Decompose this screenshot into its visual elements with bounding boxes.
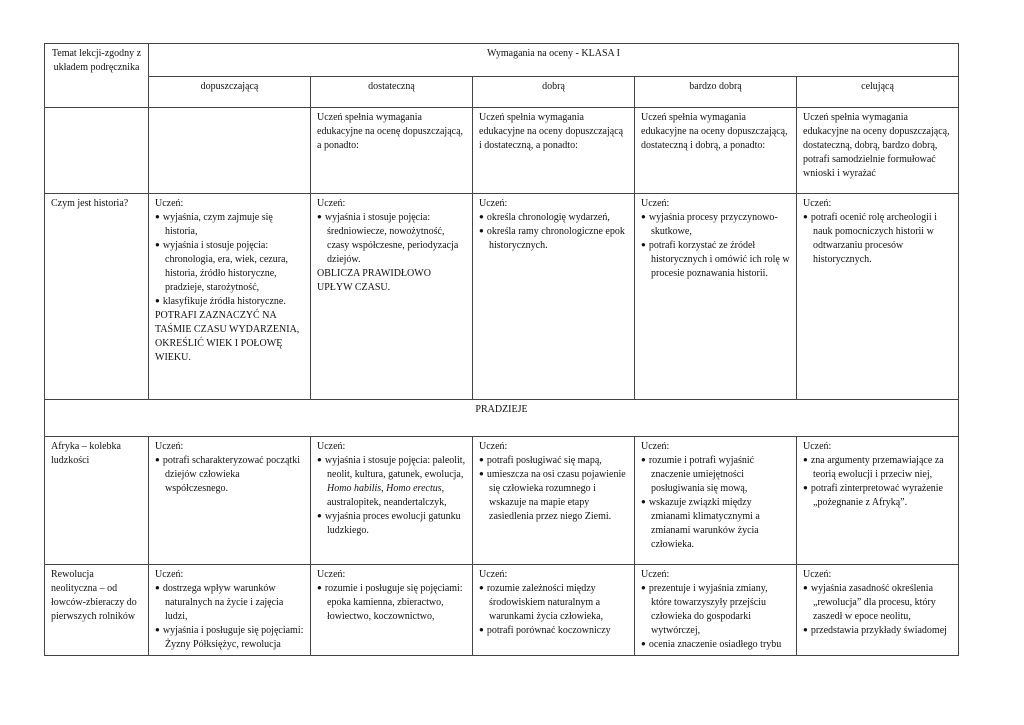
list-item: ● rozumie i potrafi wyjaśnić znaczenie umiejętności posługiwania się mową, (641, 454, 790, 496)
row-topic-neolithic: Rewolucja neolityczna – od łowców-zbieraczy do pierwszych rolników (45, 565, 149, 656)
requirement-list (317, 211, 466, 267)
grades-row (45, 77, 959, 108)
list-item: ● prezentuje i wyjaśnia zmiany, które towarzyszyły przejściu człowieka do gospodarki wytwórczej, (641, 582, 790, 638)
grade-header-celujaca: celującą (797, 77, 959, 108)
list-item: ● przedstawia przykłady świadomej (803, 624, 952, 638)
africa-bardzo-dobra (635, 437, 797, 565)
list-item: ● wyjaśnia, czym zajmuje się historia, (155, 211, 304, 239)
pupil-lead: Uczeń: (803, 569, 832, 580)
table-row (45, 194, 959, 400)
list-item: ● wyjaśnia procesy przyczynowo-skutkowe, (641, 211, 790, 239)
pupil-lead: Uczeń: (641, 441, 670, 452)
requirement-list (641, 211, 790, 281)
pupil-lead: Uczeń: (803, 441, 832, 452)
history-dobra (473, 194, 635, 400)
neolithic-dopuszczajaca (149, 565, 311, 656)
neolithic-celujaca (797, 565, 959, 656)
requirement-list (155, 582, 304, 652)
pupil-lead: Uczeń: (479, 569, 508, 580)
uppercase-requirement: OBLICZA PRAWIDŁOWO UPŁYW CZASU. (317, 268, 431, 293)
list-item: ● wyjaśnia i stosuje pojęcia: chronologia, era, wiek, cezura, historia, źródło historyczne, pradzieje, starożytność, (155, 239, 304, 295)
term-text: wyjaśnia i stosuje pojęcia: paleolit, neolit, kultura, gatunek, ewolucja, (324, 455, 466, 480)
header-row (45, 44, 959, 77)
list-item: ● klasyfikuje źródła historyczne. (155, 295, 304, 309)
requirement-list (479, 582, 628, 638)
requirement-list (803, 582, 952, 638)
list-item (317, 454, 466, 510)
requirement-list (803, 454, 952, 510)
pupil-lead: Uczeń: (479, 198, 508, 209)
term-text: , australopitek, neandertalczyk, (327, 483, 447, 508)
list-item: ● potrafi ocenić rolę archeologii i nauk pomocniczych historii w odtwarzaniu procesów historycznych. (803, 211, 952, 267)
requirement-list (641, 582, 790, 652)
list-item: ● rozumie i posługuje się pojęciami: epoka kamienna, zbieractwo, łowiectwo, koczownictwo, (317, 582, 466, 624)
pupil-lead: Uczeń: (155, 198, 184, 209)
row-topic-africa: Afryka – kolebka ludzkości (45, 437, 149, 565)
list-item: ● wskazuje związki między zmianami klimatycznymi a zmianami warunków życia człowieka. (641, 496, 790, 552)
list-item: ● ocenia znaczenie osiadłego trybu (641, 638, 790, 652)
list-item: ● wyjaśnia i stosuje pojęcia: średniowiecze, nowożytność, czasy współczesne, periodyzacja dziejów. (317, 211, 466, 267)
neolithic-dostateczna (311, 565, 473, 656)
list-item: ● wyjaśnia zasadność określenia „rewolucja” dla procesu, który zaszedł w epoce neolitu, (803, 582, 952, 624)
pupil-lead: Uczeń: (479, 441, 508, 452)
pupil-lead: Uczeń: (155, 441, 184, 452)
list-item: ● zna argumenty przemawiające za teorią ewolucji i przeciw niej, (803, 454, 952, 482)
africa-celujaca (797, 437, 959, 565)
grade-header-dostateczna: dostateczną (311, 77, 473, 108)
neolithic-dobra (473, 565, 635, 656)
table-row (45, 437, 959, 565)
table-title: Wymagania na oceny - KLASA I (149, 44, 959, 77)
requirement-list (155, 211, 304, 309)
pupil-lead: Uczeń: (803, 198, 832, 209)
list-item: ● potrafi korzystać ze źródeł historycznych i omówić ich rolę w procesie poznawania historii. (641, 239, 790, 281)
latin-term: Homo habilis (327, 483, 382, 494)
pupil-lead: Uczeń: (641, 569, 670, 580)
list-item: ● potrafi scharakteryzować początki dziejów człowieka współczesnego. (155, 454, 304, 496)
grade-header-dobra: dobrą (473, 77, 635, 108)
section-row (45, 400, 959, 437)
table-row (45, 565, 959, 656)
intro-cell-dobra: Uczeń spełnia wymagania edukacyjne na oceny dopuszczającą i dostateczną, a ponadto: (473, 108, 635, 194)
grade-header-bardzo-dobra: bardzo dobrą (635, 77, 797, 108)
history-bardzo-dobra (635, 194, 797, 400)
requirement-list (317, 582, 466, 624)
list-item: ● określa ramy chronologiczne epok historycznych. (479, 225, 628, 253)
pupil-lead: Uczeń: (317, 198, 346, 209)
neolithic-bardzo-dobra (635, 565, 797, 656)
intro-cell-bardzo-dobra: Uczeń spełnia wymagania edukacyjne na oceny dopuszczającą, dostateczną i dobrą, a ponadto: (635, 108, 797, 194)
latin-term: Homo erectus (386, 483, 442, 494)
pupil-lead: Uczeń: (317, 569, 346, 580)
list-item: ● potrafi zinterpretować wyrażenie „pożegnanie z Afryką”. (803, 482, 952, 510)
africa-dopuszczajaca (149, 437, 311, 565)
list-item: ● wyjaśnia i posługuje się pojęciami: Żyzny Półksiężyc, rewolucja (155, 624, 304, 652)
row-topic-history: Czym jest historia? (45, 194, 149, 400)
uppercase-requirement: POTRAFI ZAZNACZYĆ NA TAŚMIE CZASU WYDARZENIA, OKREŚLIĆ WIEK I POŁOWĘ WIEKU. (155, 310, 300, 363)
requirement-list (479, 211, 628, 253)
requirement-list (317, 454, 466, 538)
pupil-lead: Uczeń: (641, 198, 670, 209)
list-item: ● umieszcza na osi czasu pojawienie się człowieka rozumnego i wskazuje na mapie etapy zasiedlenia przez niego Ziemi. (479, 468, 628, 524)
history-dopuszczajaca (149, 194, 311, 400)
intro-cell-topic (45, 108, 149, 194)
topic-column-header: Temat lekcji-zgodny z układem podręcznika (45, 44, 149, 108)
pupil-lead: Uczeń: (317, 441, 346, 452)
list-item: ● wyjaśnia proces ewolucji gatunku ludzkiego. (317, 510, 466, 538)
history-dostateczna (311, 194, 473, 400)
requirement-list (641, 454, 790, 552)
requirements-table (44, 43, 959, 656)
intro-cell-celujaca: Uczeń spełnia wymagania edukacyjne na oceny dopuszczającą, dostateczną, dobrą, bardzo dobrą, potrafi samodzielnie formułować wnioski i wyrażać (797, 108, 959, 194)
list-item: ● określa chronologię wydarzeń, (479, 211, 628, 225)
list-item: ● dostrzega wpływ warunków naturalnych na życie i zajęcia ludzi, (155, 582, 304, 624)
intro-cell-dostateczna: Uczeń spełnia wymagania edukacyjne na ocenę dopuszczającą, a ponadto: (311, 108, 473, 194)
intro-cell-dopuszczajaca (149, 108, 311, 194)
requirement-list (479, 454, 628, 524)
history-celujaca (797, 194, 959, 400)
pupil-lead: Uczeń: (155, 569, 184, 580)
section-title: PRADZIEJE (45, 400, 959, 437)
grade-header-dopuszczajaca: dopuszczającą (149, 77, 311, 108)
requirement-list (155, 454, 304, 496)
list-item: ● rozumie zależności między środowiskiem naturalnym a warunkami życia człowieka, (479, 582, 628, 624)
africa-dostateczna (311, 437, 473, 565)
intro-row (45, 108, 959, 194)
term-separator: , (381, 483, 387, 494)
list-item: ● potrafi porównać koczowniczy (479, 624, 628, 638)
requirement-list (803, 211, 952, 267)
list-item: ● potrafi posługiwać się mapą, (479, 454, 628, 468)
africa-dobra (473, 437, 635, 565)
